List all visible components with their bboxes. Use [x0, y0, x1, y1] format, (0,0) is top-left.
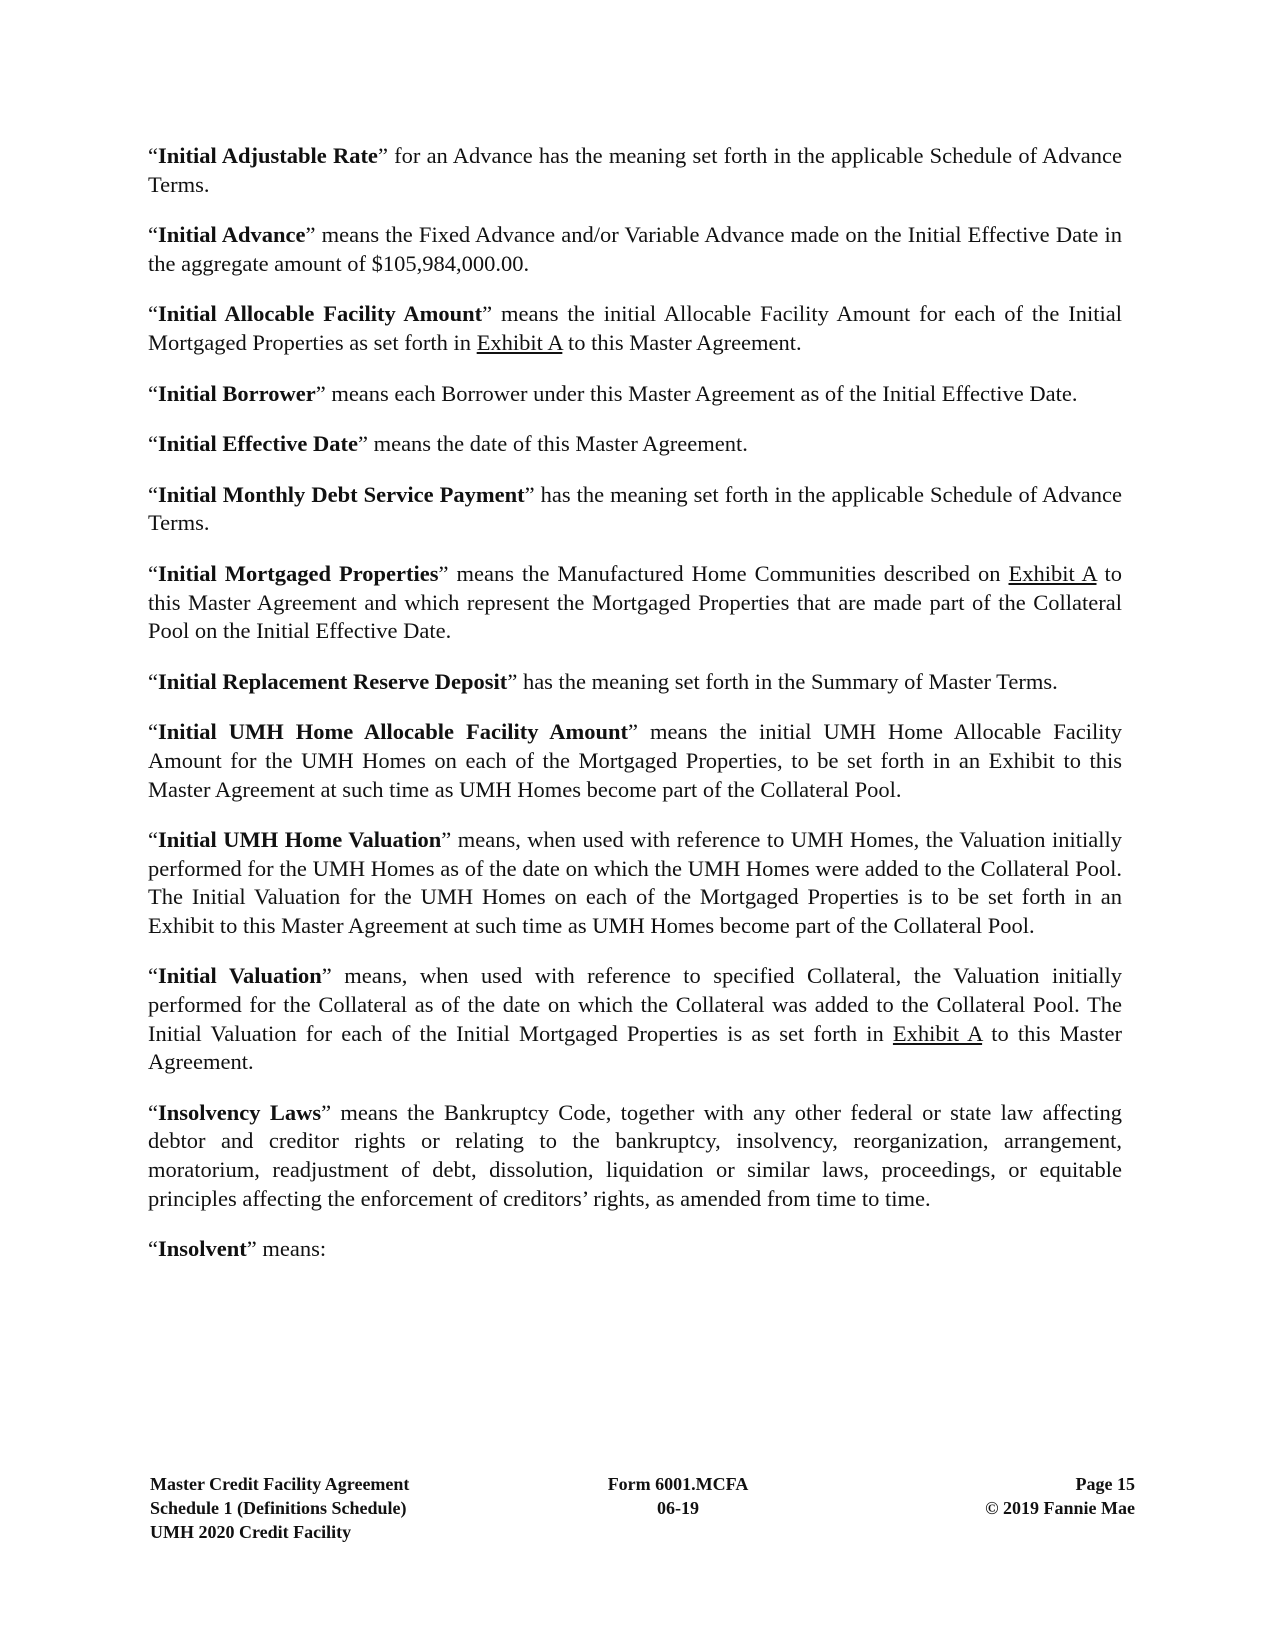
defined-term: Initial Monthly Debt Service Payment	[158, 481, 525, 507]
footer-right	[985, 1472, 1135, 1520]
exhibit-a-link[interactable]: Exhibit A	[476, 329, 563, 355]
definition-text: for an Advance has the meaning set forth in the applicable Schedule of Advance Terms.	[148, 143, 1123, 197]
exhibit-a-link[interactable]: Exhibit A	[1008, 560, 1097, 586]
definition-text: means the initial Allocable Facility Amount for each of the Initial Mortgaged Properties as set forth in	[148, 301, 1123, 355]
definition-text: has the meaning set forth in the Summary of Master Terms.	[517, 668, 1058, 694]
definition-text: to this Master Agreement.	[148, 1020, 1123, 1075]
definition-paragraph: “Initial Replacement Reserve Deposit” has the meaning set forth in the Summary of Master Terms.	[148, 668, 1058, 694]
definition-text: means, when used with reference to UMH Homes, the Valuation initially performed for the UMH Homes as of the date on which the UMH Homes were added to the Collateral Pool. The Initial Valuation for the UMH Homes on each of the Mortgaged Properties is to be set forth in an Exhibit to this Master Agreement at such time as UMH Homes become part of the Collateral Pool.	[148, 827, 1122, 938]
definition-text: means the Bankruptcy Code, together with any other federal or state law affecting debtor and creditor rights or relating to the bankruptcy, insolvency, reorganization, arrangement, moratorium, readjustment of debt, dissolution, liquidation or similar laws, proceedings, or equitable principles affecting the enforcement of creditors’ rights, as amended from time to time.	[148, 1099, 1123, 1211]
definition-text: means the Fixed Advance and/or Variable Advance made on the Initial Effective Date in the aggregate amount of $105,984,000.00.	[148, 222, 1122, 276]
definition-paragraph: “Initial Effective Date” means the date of this Master Agreement.	[148, 431, 748, 457]
defined-term: Initial Effective Date	[158, 431, 358, 457]
defined-term: Initial Adjustable Rate	[158, 143, 378, 168]
definition-paragraph: “Initial UMH Home Allocable Facility Amount” means the initial UMH Home Allocable Facility Amount for the UMH Homes on each of the Mortgaged Properties, to be set forth in an Exhibit to this Master Agreement at such time as UMH Homes become part of the Collateral Pool.	[148, 719, 1122, 802]
definition-paragraph: “Initial Allocable Facility Amount” means the initial Allocable Facility Amount for each of the Initial Mortgaged Properties as set forth in Exhibit A to this Master Agreement.	[148, 301, 1123, 355]
footer-left	[150, 1472, 409, 1544]
definitions-body	[148, 142, 1122, 1286]
footer-center	[578, 1472, 778, 1520]
definition-text: to this Master Agreement and which represent the Mortgaged Properties that are made part of the Collateral Pool on the Initial Effective Date.	[148, 560, 1122, 644]
definition-paragraph: “Initial Mortgaged Properties” means the Manufactured Home Communities described on Exhibit A to this Master Agreement and which represent the Mortgaged Properties that are made part of the Collateral Pool on the Initial Effective Date.	[148, 560, 1122, 644]
footer-schedule-name: Schedule 1 (Definitions Schedule)	[150, 1498, 407, 1518]
definition-paragraph: “Initial UMH Home Valuation” means, when used with reference to UMH Homes, the Valuation initially performed for the UMH Homes as of the date on which the UMH Homes were added to the Collateral Pool. The Initial Valuation for the UMH Homes on each of the Mortgaged Properties is to be set forth in an Exhibit to this Master Agreement at such time as UMH Homes become part of the Collateral Pool.	[148, 827, 1122, 938]
definition-text: means the Manufactured Home Communities described on	[448, 560, 1009, 586]
defined-term: Initial Valuation	[158, 963, 322, 989]
defined-term: Initial Replacement Reserve Deposit	[158, 668, 508, 694]
defined-term: Initial Mortgaged Properties	[158, 560, 439, 586]
definition-text: means the date of this Master Agreement.	[367, 431, 748, 457]
defined-term: Initial Advance	[158, 222, 306, 248]
footer-form-number: Form 6001.MCFA	[607, 1474, 749, 1494]
definition-text: to this Master Agreement.	[562, 329, 802, 355]
definition-paragraph: “Initial Monthly Debt Service Payment” has the meaning set forth in the applicable Schedule of Advance Terms.	[148, 481, 1122, 536]
defined-term: Initial UMH Home Allocable Facility Amount	[158, 719, 629, 745]
defined-term: Insolvent	[158, 1236, 247, 1262]
definition-text: means each Borrower under this Master Agreement as of the Initial Effective Date.	[325, 380, 1078, 406]
footer-form-date: 06-19	[657, 1498, 699, 1518]
definition-paragraph: “Initial Advance” means the Fixed Advance and/or Variable Advance made on the Initial Effective Date in the aggregate amount of $105,984,000.00.	[148, 222, 1122, 276]
footer-copyright: © 2019 Fannie Mae	[985, 1498, 1135, 1518]
exhibit-a-link[interactable]: Exhibit A	[892, 1020, 983, 1046]
definition-paragraph: “Initial Adjustable Rate” for an Advance has the meaning set forth in the applicable Schedule of Advance Terms.	[148, 143, 1123, 197]
defined-term: Initial Borrower	[158, 380, 316, 406]
definition-paragraph: “Initial Valuation” means, when used with reference to specified Collateral, the Valuation initially performed for the Collateral as of the date on which the Collateral was added to the Collateral Pool. The Initial Valuation for each of the Initial Mortgaged Properties is as set forth in Exhibit A to this Master Agreement.	[148, 963, 1123, 1075]
definition-text: means the initial UMH Home Allocable Facility Amount for the UMH Homes on each of the Mortgaged Properties, to be set forth in an Exhibit to this Master Agreement at such time as UMH Homes become part of the Collateral Pool.	[148, 719, 1122, 802]
definition-text: has the meaning set forth in the applicable Schedule of Advance Terms.	[148, 481, 1122, 536]
defined-term: Initial Allocable Facility Amount	[158, 301, 483, 327]
definition-paragraph: “Insolvent” means:	[148, 1236, 327, 1262]
defined-term: Insolvency Laws	[158, 1099, 322, 1125]
footer-facility-name: UMH 2020 Credit Facility	[150, 1522, 352, 1542]
footer-page-number: Page 15	[1075, 1474, 1135, 1494]
definition-text: means:	[256, 1236, 327, 1262]
footer-agreement-title: Master Credit Facility Agreement	[150, 1474, 410, 1494]
definition-paragraph: “Insolvency Laws” means the Bankruptcy Code, together with any other federal or state law affecting debtor and creditor rights or relating to the bankruptcy, insolvency, reorganization, arrangement, moratorium, readjustment of debt, dissolution, liquidation or similar laws, proceedings, or equitable principles affecting the enforcement of creditors’ rights, as amended from time to time.	[148, 1099, 1123, 1211]
definition-paragraph: “Initial Borrower” means each Borrower under this Master Agreement as of the Initial Effective Date.	[148, 380, 1078, 406]
definition-text: means, when used with reference to specified Collateral, the Valuation initially performed for the Collateral as of the date on which the Collateral was added to the Collateral Pool. The Initial Valuation for each of the Initial Mortgaged Properties is as set forth in	[148, 963, 1122, 1046]
defined-term: Initial UMH Home Valuation	[158, 827, 442, 853]
